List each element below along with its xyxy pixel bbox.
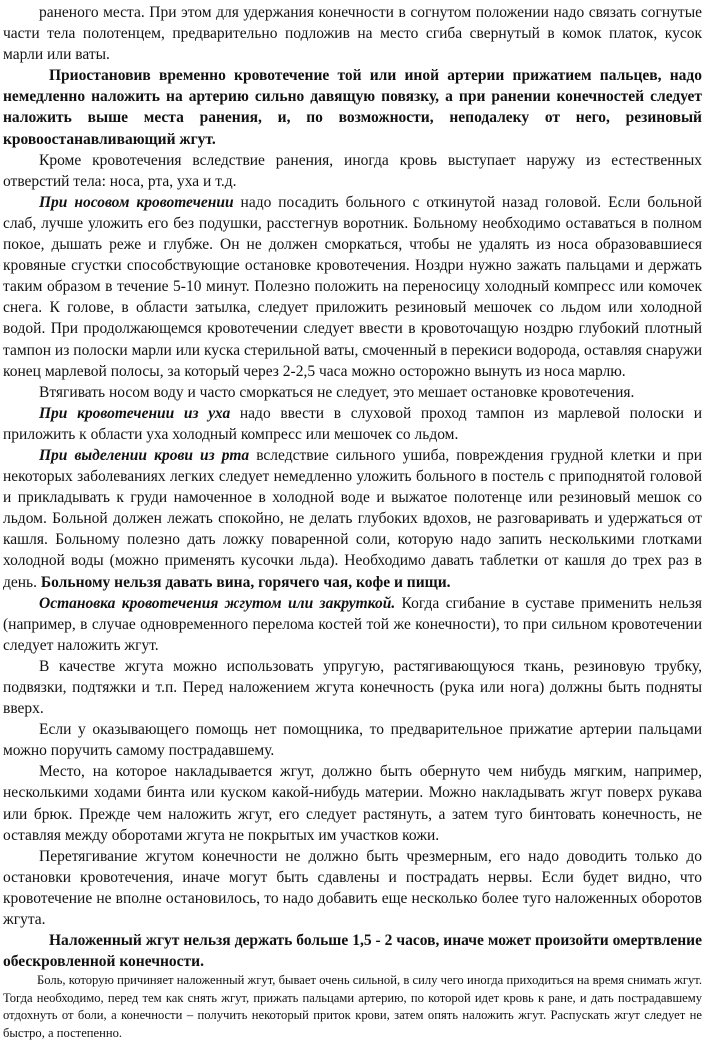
- paragraph-ear-bleeding: [3, 403, 702, 445]
- paragraph-pressure-bandage: [3, 65, 702, 149]
- paragraph-mouth-bleeding: [3, 445, 702, 593]
- paragraph-text: надо ввести в слуховой проход тампон из марлевой полоски и приложить к области уха холодный компресс или мешочек со льдом.: [3, 404, 703, 443]
- paragraph-nose-advice: [3, 382, 702, 403]
- paragraph-text: Кроме кровотечения вследствие ранения, иногда кровь выступает наружу из естественных отверстий тела: носа, рта, уха и т.д.: [3, 151, 702, 190]
- paragraph-tourniquet-tightness: [3, 846, 702, 930]
- paragraph-text: В качестве жгута можно использовать упругую, растягивающуюся ткань, резиновую трубку, подвязки, подтяжки и т.п. Перед наложением жгута конечность (рука или нога) должны быть подняты вверх.: [3, 657, 702, 718]
- paragraph-no-helper: [3, 719, 702, 761]
- paragraph-text: Перетягивание жгутом конечности не должно быть чрезмерным, его надо доводить только до остановки кровотечения, иначе могут быть сдавлены и пострадать нервы. Если будет видно, что кровотечение не вполне остановилось, то надо добавить еще несколько более туго наложенных оборотов жгута.: [3, 847, 702, 929]
- paragraph-text: Боль, которую причиняет наложенный жгут, бывает очень сильной, в силу чего иногда приходиться на время снимать жгут. Тогда необходимо, перед тем как снять жгут, прижать пальцами артерию, по которой идет кровь к ране, и дать пострадавшему отдохнуть от боли, а конечности – получить некоторый приток крови, затем опять наложить жгут. Распускать жгут следует не быстро, а постепенно.: [3, 973, 702, 1040]
- paragraph-nosebleed: [3, 192, 702, 382]
- section-heading-tourniquet: Остановка кровотечения жгутом или закруткой.: [39, 594, 396, 612]
- paragraph-pain-relief: [3, 972, 702, 1042]
- paragraph-text: вследствие сильного ушиба, повреждения грудной клетки и при некоторых заболеваниях легких следует немедленно уложить больного в постель с приподнятой головой и прикладывать к груди намоченное в холодной воде и выжатое полотенце или резиновый мешок со льдом. Больной должен лежать спокойно, не делать глубоких вдохов, не разговаривать и удержаться от кашля. Больному полезно дать ложку поваренной соли, которую надо запить несколькими глотками холодной воды (можно применять кусочки льда). Необходимо давать таблетки от кашля до трех раз в день.: [3, 446, 703, 591]
- section-heading-ear: При кровотечении из уха: [39, 404, 231, 422]
- paragraph-text: Приостановив временно кровотечение той или иной артерии прижатием пальцев, надо немедленно наложить на артерию сильно давящую повязку, а при ранении конечностей следует наложить выше места ранения, и, по возможности, неподалеку от него, резиновый кровоостанавливающий жгут.: [3, 67, 702, 148]
- paragraph-tourniquet-bending: [3, 2, 702, 65]
- paragraph-text: Если у оказывающего помощь нет помощника, то предварительное прижатие артерии пальцами можно поручить самому пострадавшему.: [3, 721, 702, 760]
- paragraph-text: Втягивать носом воду и часто сморкаться не следует, это мешает остановке кровотечения.: [39, 383, 635, 401]
- paragraph-time-limit-warning: [3, 930, 702, 972]
- paragraph-text: Место, на которое накладывается жгут, должно быть обернуто чем нибудь мягким, например, несколькими ходами бинта или куском какой-нибудь материи. Можно накладывать жгут поверх рукава или брюк. Прежде чем наложить жгут, его следует растянуть, а затем туго бинтовать конечность, не оставляя между оборотами жгута не покрытых им участков кожи.: [3, 763, 702, 844]
- paragraph-text: Когда сгибание в суставе применить нельзя (например, в случае одновременного перелома костей той же конечности), то при сильном кровотечении следует наложить жгут.: [3, 594, 703, 654]
- paragraph-warning-bold: Больному нельзя давать вина, горячего чая, кофе и пищи.: [40, 573, 451, 591]
- paragraph-tourniquet-materials: [3, 656, 702, 719]
- paragraph-text: надо посадить больного с откинутой назад головой. Если больной слаб, лучше уложить его без подушки, расстегнув воротник. Больному необходимо оставаться в полном покое, дышать реже и глубже. Он не должен сморкаться, чтобы не удалять из носа образовавшиеся кровяные сгустки способствующие остановке кровотечения. Ноздри нужно зажать пальцами и держать таким образом в течение 5-10 минут. Полезно положить на переносицу холодный компресс или комочек снега. К голове, в области затылка, следует приложить резиновый мешочек со льдом или холодной водой. При продолжающемся кровотечении следует ввести в кровоточащую ноздрю глубокий плотный тампон из полоски марли или куска стерильной ваты, смоченный в перекиси водорода, оставляя снаружи конец марлевой полосы, за который через 2-2,5 часа можно осторожно вынуть из носа марлю.: [3, 193, 702, 380]
- section-heading-nosebleed: При носовом кровотечении: [39, 193, 234, 211]
- section-heading-mouth: При выделении крови из рта: [39, 446, 250, 464]
- paragraph-tourniquet-placement: [3, 761, 702, 845]
- paragraph-natural-openings: [3, 150, 702, 192]
- paragraph-tourniquet-intro: [3, 593, 702, 656]
- paragraph-text: раненого места. При этом для удержания конечности в согнутом положении надо связать согнутые части тела полотенцем, предварительно подложив на место сгиба свернутый в комок платок, кусок марли или ваты.: [3, 4, 702, 64]
- paragraph-text: Наложенный жгут нельзя держать больше 1,5 - 2 часов, иначе может произойти омертвление обескровленной конечности.: [3, 932, 702, 971]
